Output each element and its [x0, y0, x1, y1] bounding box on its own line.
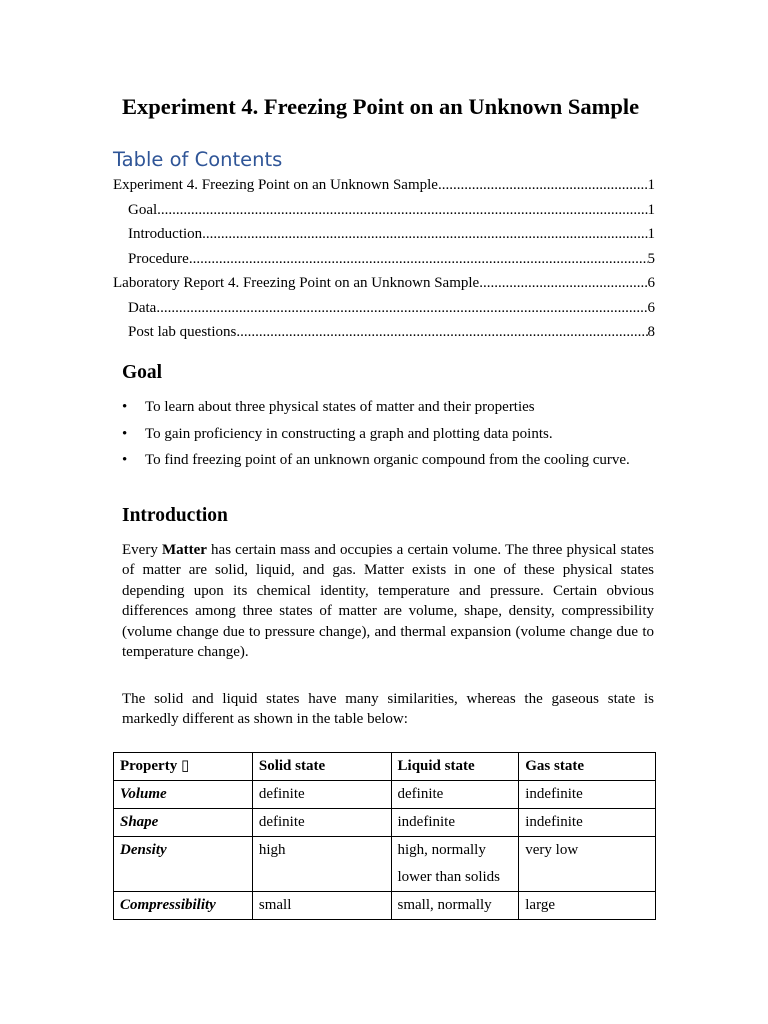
goal-list — [122, 396, 662, 476]
table-cell: indefinite — [519, 781, 656, 809]
table-of-contents — [113, 173, 655, 345]
table-cell: indefinite — [391, 809, 519, 837]
toc-entry-text: Post lab questions — [128, 324, 237, 340]
table-header-cell: Solid state — [252, 753, 391, 781]
table-row — [114, 892, 656, 920]
table-row — [114, 781, 656, 809]
list-item — [122, 396, 662, 423]
toc-entry-page: 6 — [647, 299, 655, 316]
introduction-paragraph-2: The solid and liquid states have many similarities, whereas the gaseous state is markedly different as shown in the table below: — [122, 691, 654, 728]
toc-entry[interactable] — [113, 173, 655, 198]
toc-entry-text: Goal — [128, 201, 158, 218]
toc-leader — [236, 320, 647, 345]
table-cell: definite — [252, 781, 391, 809]
goal-item-text: To find freezing point of an unknown organic compound from the cooling curve. — [145, 452, 630, 468]
toc-entry[interactable] — [113, 247, 655, 272]
toc-leader — [157, 198, 647, 223]
toc-entry-text: Introduction — [128, 226, 203, 242]
table-row — [114, 809, 656, 837]
toc-leader — [202, 222, 647, 247]
toc-entry-page: 1 — [647, 226, 655, 242]
intro-text-rest: has certain mass and occupies a certain volume. The three physical states of matter are solid, liquid, and gas. Matter exists in one of these physical states depending upon its chemical identity, temperature and pressure. Certain obvious differences among three states of matter are volume, shape, density, compressibility (volume change due to pressure change), and thermal expansion (volume change due to temperature change). — [122, 542, 654, 661]
table-header-cell: Gas state — [519, 753, 656, 781]
table-cell: small, normally — [391, 892, 519, 920]
document-title: Experiment 4. Freezing Point on an Unknown Sample — [122, 94, 640, 119]
toc-entry-text: Experiment 4. Freezing Point on an Unknown Sample — [113, 177, 438, 193]
table-cell: small — [252, 892, 391, 920]
table-cell: large — [519, 892, 656, 920]
toc-entry[interactable] — [113, 271, 655, 296]
table-cell: high, normally lower than solids — [391, 837, 519, 892]
toc-leader — [479, 271, 647, 296]
table-cell: indefinite — [519, 809, 656, 837]
table-cell: definite — [252, 809, 391, 837]
property-cell: Density — [114, 837, 253, 892]
toc-entry-page: 6 — [647, 275, 655, 291]
bullet-icon: • — [122, 425, 128, 442]
toc-entry-page: 1 — [647, 177, 655, 193]
toc-entry-page: 1 — [647, 201, 655, 218]
introduction-heading: Introduction — [122, 505, 228, 526]
toc-entry[interactable] — [113, 320, 655, 345]
goal-item-text: To gain proficiency in constructing a graph and plotting data points. — [145, 425, 553, 442]
toc-leader — [156, 296, 647, 321]
bullet-icon: • — [122, 399, 128, 415]
toc-entry[interactable] — [113, 198, 655, 223]
toc-leader — [438, 173, 648, 198]
intro-text-start: Every — [122, 542, 162, 558]
table-cell: definite — [391, 781, 519, 809]
toc-heading: Table of Contents — [113, 148, 283, 171]
toc-entry-text: Laboratory Report 4. Freezing Point on an Unknown Sample — [113, 275, 480, 291]
introduction-paragraph-1 — [122, 540, 654, 662]
toc-entry-text: Data — [128, 299, 157, 316]
goal-item-text: To learn about three physical states of matter and their properties — [145, 399, 535, 415]
goal-heading: Goal — [122, 362, 163, 383]
toc-entry-text: Procedure — [128, 250, 189, 267]
toc-entry[interactable] — [113, 296, 655, 321]
toc-entry-page: 8 — [647, 324, 655, 340]
matter-term: Matter — [161, 542, 207, 558]
table-header-cell: Liquid state — [391, 753, 519, 781]
toc-entry-page: 5 — [647, 250, 655, 267]
bullet-icon: • — [122, 452, 128, 468]
list-item — [122, 449, 662, 476]
property-cell: Volume — [114, 781, 253, 809]
table-header-row — [114, 753, 656, 781]
property-cell: Compressibility — [114, 892, 253, 920]
list-item — [122, 423, 662, 450]
table-header-cell: Property ▯ — [114, 753, 253, 781]
table-cell: high — [252, 837, 391, 892]
property-cell: Shape — [114, 809, 253, 837]
table-cell: very low — [519, 837, 656, 892]
toc-entry[interactable] — [113, 222, 655, 247]
states-of-matter-table — [113, 752, 656, 920]
table-row — [114, 837, 656, 892]
toc-leader — [189, 247, 648, 272]
